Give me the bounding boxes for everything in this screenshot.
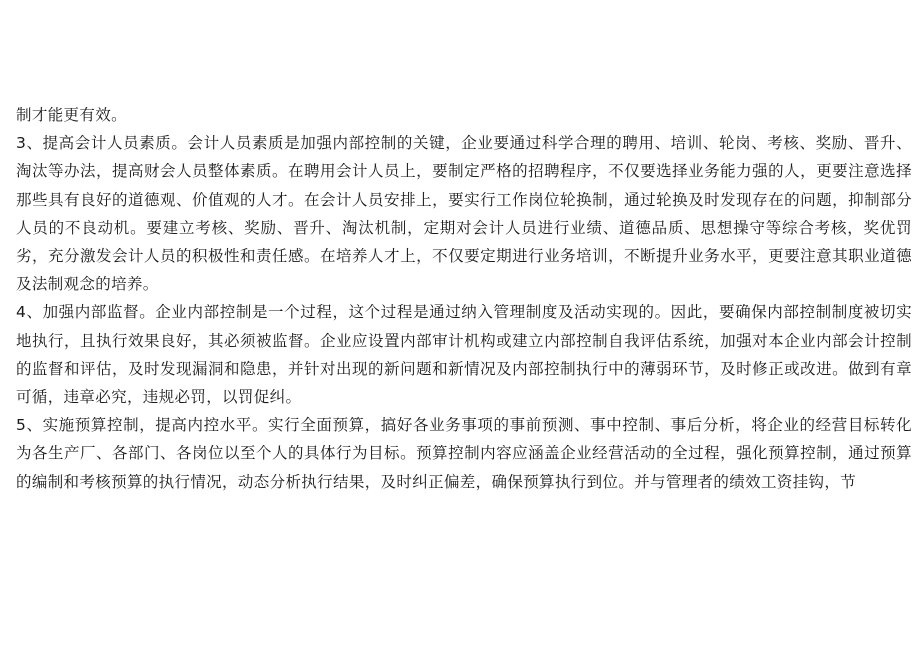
- paragraph-internal-supervision: 4、加强内部监督。企业内部控制是一个过程，这个过程是通过纳入管理制度及活动实现的。因此，要确保内部控制制度被切实地执行，且执行效果良好，其必须被监督。企业应设置内部审计机构或建立内部控制自我评估系统，加强对本企业内部会计控制的监督和评估，及时发现漏洞和隐患，并针对出现的新问题和新情况及内部控制执行中的薄弱环节，及时修正或改进。做到有章可循，违章必究，违规必罚，以罚促纠。: [16, 303, 912, 407]
- paragraph-accountant-quality: 3、提高会计人员素质。会计人员素质是加强内部控制的关键，企业要通过科学合理的聘用、培训、轮岗、考核、奖励、晋升、淘汰等办法，提高财会人员整体素质。在聘用会计人员上，要制定严格的招聘程序，不仅要选择业务能力强的人，更要注意选择那些具有良好的道德观、价值观的人才。在会计人员安排上，要实行工作岗位轮换制，通过轮换及时发现存在的问题，抑制部分人员的不良动机。要建立考核、奖励、晋升、淘汰机制，定期对会计人员进行业绩、道德品质、思想操守等综合考核，奖优罚劣，充分激发会计人员的积极性和责任感。在培养人才上，不仅要定期进行业务培训，不断提升业务水平，更要注意其职业道德及法制观念的培养。: [16, 134, 912, 294]
- document-body: [16, 101, 912, 496]
- paragraph-budget-control: 5、实施预算控制，提高内控水平。实行全面预算，搞好各业务事项的事前预测、事中控制、事后分析，将企业的经营目标转化为各生产厂、各部门、各岗位以至个人的具体行为目标。预算控制内容应涵盖企业经营活动的全过程，强化预算控制，通过预算的编制和考核预算的执行情况，动态分析执行结果，及时纠正偏差，确保预算执行到位。并与管理者的绩效工资挂钩，节: [16, 416, 912, 491]
- paragraph-continuation: 制才能更有效。: [16, 106, 127, 124]
